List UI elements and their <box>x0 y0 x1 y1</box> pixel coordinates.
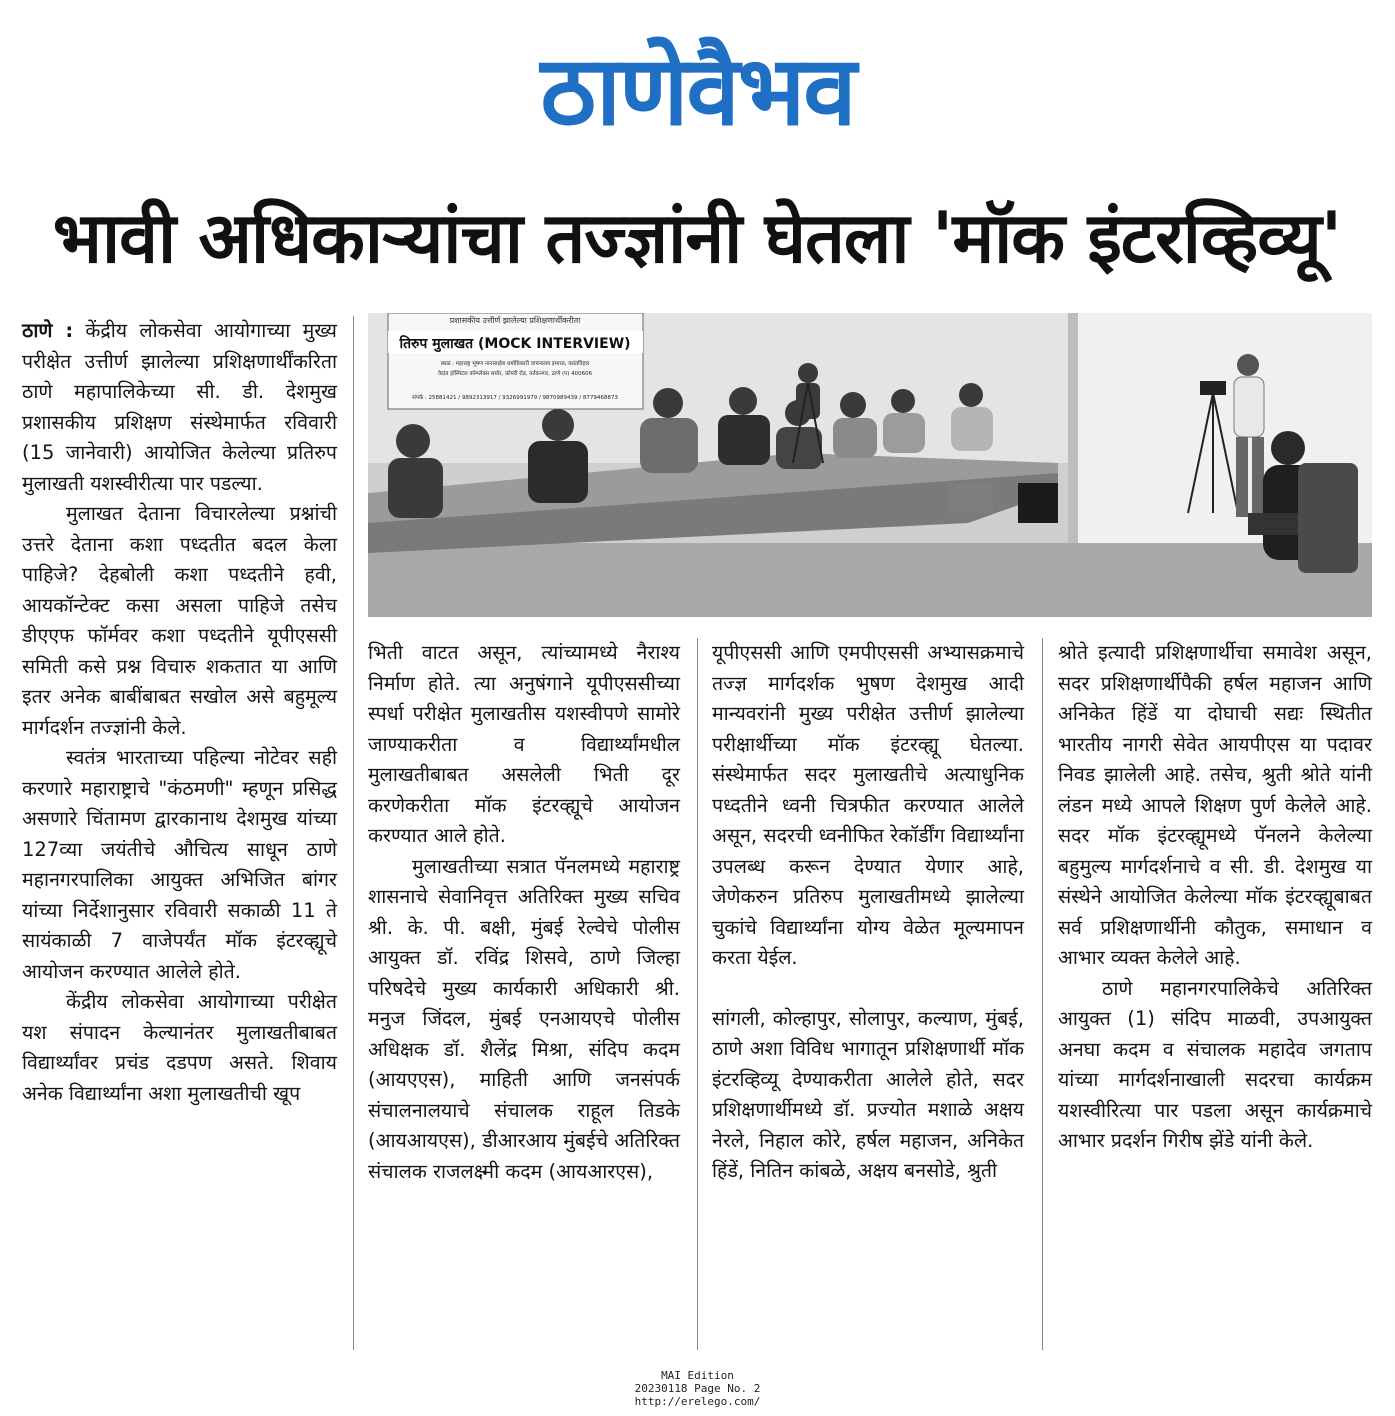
banner-line-4: वेदांत हॉस्पिटल कॉम्प्लेक्स समोर, कोपरी रोड, वर्तकनगर, ठाणे (प) 400606 <box>437 371 593 377</box>
date-page-label: 20230118 Page No. 2 <box>634 1382 761 1395</box>
column-rule <box>1042 638 1043 1350</box>
page-footer <box>0 1369 1395 1408</box>
article-paragraph: ठाणे : केंद्रीय लोकसेवा आयोगाच्या मुख्य परीक्षेत उत्तीर्ण झालेल्या प्रशिक्षणार्थींकरिता ठाणे महापालिकेच्या सी. डी. देशमुख प्रशासकीय प्रशिक्षण संस्थेमार्फत रविवारी (15 जानेवारी) आयोजित केलेल्या प्रतिरुप मुलाखती यशस्वीरीत्या पार पडल्या. <box>22 319 337 495</box>
article-paragraph: श्रोते इत्यादी प्रशिक्षणार्थीचा समावेश असून, सदर प्रशिक्षणार्थीपैकी हर्षल महाजन आणि अनिकेत हिंडें या दोघाची सद्यः स्थितीत भारतीय नागरी सेवेत आयपीएस या पदावर निवड झालेली आहे. तसेच, श्रुती श्रोते यांनी लंडन मध्ये आपले शिक्षण पुर्ण केलेले आहे. सदर मॉक इंटरव्ह्यूमध्ये पॅनलने केलेल्या बहुमुल्य मार्गदर्शनाचे व सी. डी. देशमुख या संस्थेने आयोजित केलेल्या मॉक इंटरव्ह्यूबाबत सर्व प्रशिक्षणार्थीनी कौतुक, समाधान व आभार व्यक्त केलेले आहे. <box>1058 641 1372 969</box>
article-column-3 <box>712 638 1024 1187</box>
article-column-4 <box>1058 638 1372 1157</box>
article-column-2 <box>368 638 680 1187</box>
article-paragraph: यूपीएससी आणि एमपीएससी अभ्यासक्रमाचे तज्ज्ञ मार्गदर्शक भुषण देशमुख आदी मान्यवरांनी मुख्य परीक्षेत उत्तीर्ण झालेल्या परीक्षार्थीच्या मॉक इंटरव्ह्यू घेतल्या. संस्थेमार्फत सदर मुलाखतीचे अत्याधुनिक पध्दतीने ध्वनी चित्रफीत करण्यात आलेले असून, सदरची ध्वनीफित रेकॉर्डींग विद्यार्थ्यांना उपलब्ध करून देण्यात येणार आहे, जेणेकरुन प्रतिरुप मुलाखतीमध्ये झालेल्या चुकांचे विद्यार्थ्यांना योग्य वेळेत मूल्यमापन करता येईल. <box>712 641 1024 969</box>
banner-line-2: तिरुप मुलाखत (MOCK INTERVIEW) <box>399 336 631 352</box>
newspaper-masthead: ठाणेवैभव <box>540 35 855 147</box>
article-paragraph: केंद्रीय लोकसेवा आयोगाच्या परीक्षेत यश संपादन केल्यानंतर मुलाखतीबाबत विद्यार्थ्यांवर प्रचंड दडपण असते. शिवाय अनेक विद्यार्थ्यांना अशा मुलाखतीची खूप <box>22 990 337 1105</box>
banner-line-3: स्थळ : महाराष्ट्र भूषण नानासाहेब धर्माधिकारी वाचनालय इमारत, वसंतविहार <box>440 361 590 367</box>
article-headline: भावी अधिकाऱ्यांचा तज्ज्ञांनी घेतला 'मॉक इंटरव्हिव्यू' <box>52 197 1342 279</box>
dateline: ठाणे : <box>22 319 74 342</box>
article-paragraph: मुलाखतीच्या सत्रात पॅनलमध्ये महाराष्ट्र शासनाचे सेवानिवृत्त अतिरिक्त मुख्य सचिव श्री. के. पी. बक्षी, मुंबई रेल्वेचे पोलीस आयुक्त डॉ. रविंद्र शिसवे, ठाणे जिल्हा परिषदेचे मुख्य कार्यकारी अधिकारी श्री. मनुज जिंदल, मुंबई एनआयएचे पोलीस अधिक्षक डॉ. शैलेंद्र मिश्रा, संदिप कदम (आयएएस), माहिती आणि जनसंपर्क संचालनालयाचे संचालक राहूल तिडके (आयआयएस), डीआरआय मुंबईचे अतिरिक्त संचालक राजलक्ष्मी कदम (आयआरएस), <box>368 854 680 1183</box>
article-paragraph: भिती वाटत असून, त्यांच्यामध्ये नैराश्य निर्माण होते. त्या अनुषंगाने यूपीएससीच्या स्पर्धा परीक्षेत मुलाखतीस यशस्वीपणे सामोरे जाण्याकरीता व विद्यार्थ्यांमधील मुलाखतीबाबत असलेली भिती दूर करणेकरीता मॉक इंटरव्ह्यूचे आयोजन करण्यात आले होते. <box>368 641 680 847</box>
article-column-1 <box>22 316 337 1109</box>
banner-line-1: प्रशासकीय उत्तीर्ण झालेल्या प्रशिक्षणार्थीकरीता <box>449 316 581 325</box>
article-paragraph: ठाणे महानगरपालिकेचे अतिरिक्त आयुक्त (1) संदिप माळवी, उपआयुक्त अनघा कदम व संचालक महादेव जगताप यांच्या मार्गदर्शनाखाली सदरचा कार्यक्रम यशस्वीरित्या पार पडला असून कार्यक्रमाचे आभार प्रदर्शन गिरीष झेंडे यांनी केले. <box>1058 976 1372 1152</box>
article-paragraph: सांगली, कोल्हापुर, सोलापुर, कल्याण, मुंबई, ठाणे अशा विविध भागातून प्रशिक्षणार्थी मॉक इंटरव्हिव्यू देण्याकरीता आलेले होते, सदर प्रशिक्षणार्थीमध्ये डॉ. प्रज्योत मशाळे अक्षय नेरले, निहाल कोरे, हर्षल महाजन, अनिकेत हिंडें, नितिन कांबळे, अक्षय बनसोडे, श्रुती <box>712 1006 1024 1182</box>
banner-line-5: संपर्क : 25881421 / 9892313917 / 9326991979 / 9870989439 / 8779468873 <box>412 395 618 401</box>
source-url[interactable]: http://erelego.com/ <box>634 1395 761 1408</box>
edition-label: MAI Edition <box>661 1369 734 1382</box>
column-rule <box>353 316 354 1350</box>
article-paragraph: मुलाखत देताना विचारलेल्या प्रश्नांची उत्तरे देताना कशा पध्दतीत बदल केला पाहिजे? देहबोली कशा पध्दतीने हवी, आयकॉन्टेक्ट कसा असला पाहिजे तसेच डीएएफ फॉर्मवर कशा पध्दतीने यूपीएससी समिती कसे प्रश्न विचारु शकतात या आणि इतर अनेक बाबींबाबत सखोल असे बहुमूल्य मार्गदर्शन तज्ज्ञांनी केले. <box>22 502 337 739</box>
news-photo <box>368 313 1372 617</box>
article-paragraph: स्वतंत्र भारताच्या पहिल्या नोटेवर सही करणारे महाराष्ट्राचे "कंठमणी" म्हणून प्रसिद्ध असणारे चिंतामण द्वारकानाथ देशमुख यांच्या 127व्या जयंतीचे औचित्य साधून ठाणे महानगरपालिका आयुक्त अभिजित बांगर यांच्या निर्देशानुसार रविवारी सकाळी 11 ते सायंकाळी 7 वाजेपर्यंत मॉक इंटरव्ह्यूचे आयोजन करण्यात आलेले होते. <box>22 746 337 983</box>
column-rule <box>697 638 698 1350</box>
